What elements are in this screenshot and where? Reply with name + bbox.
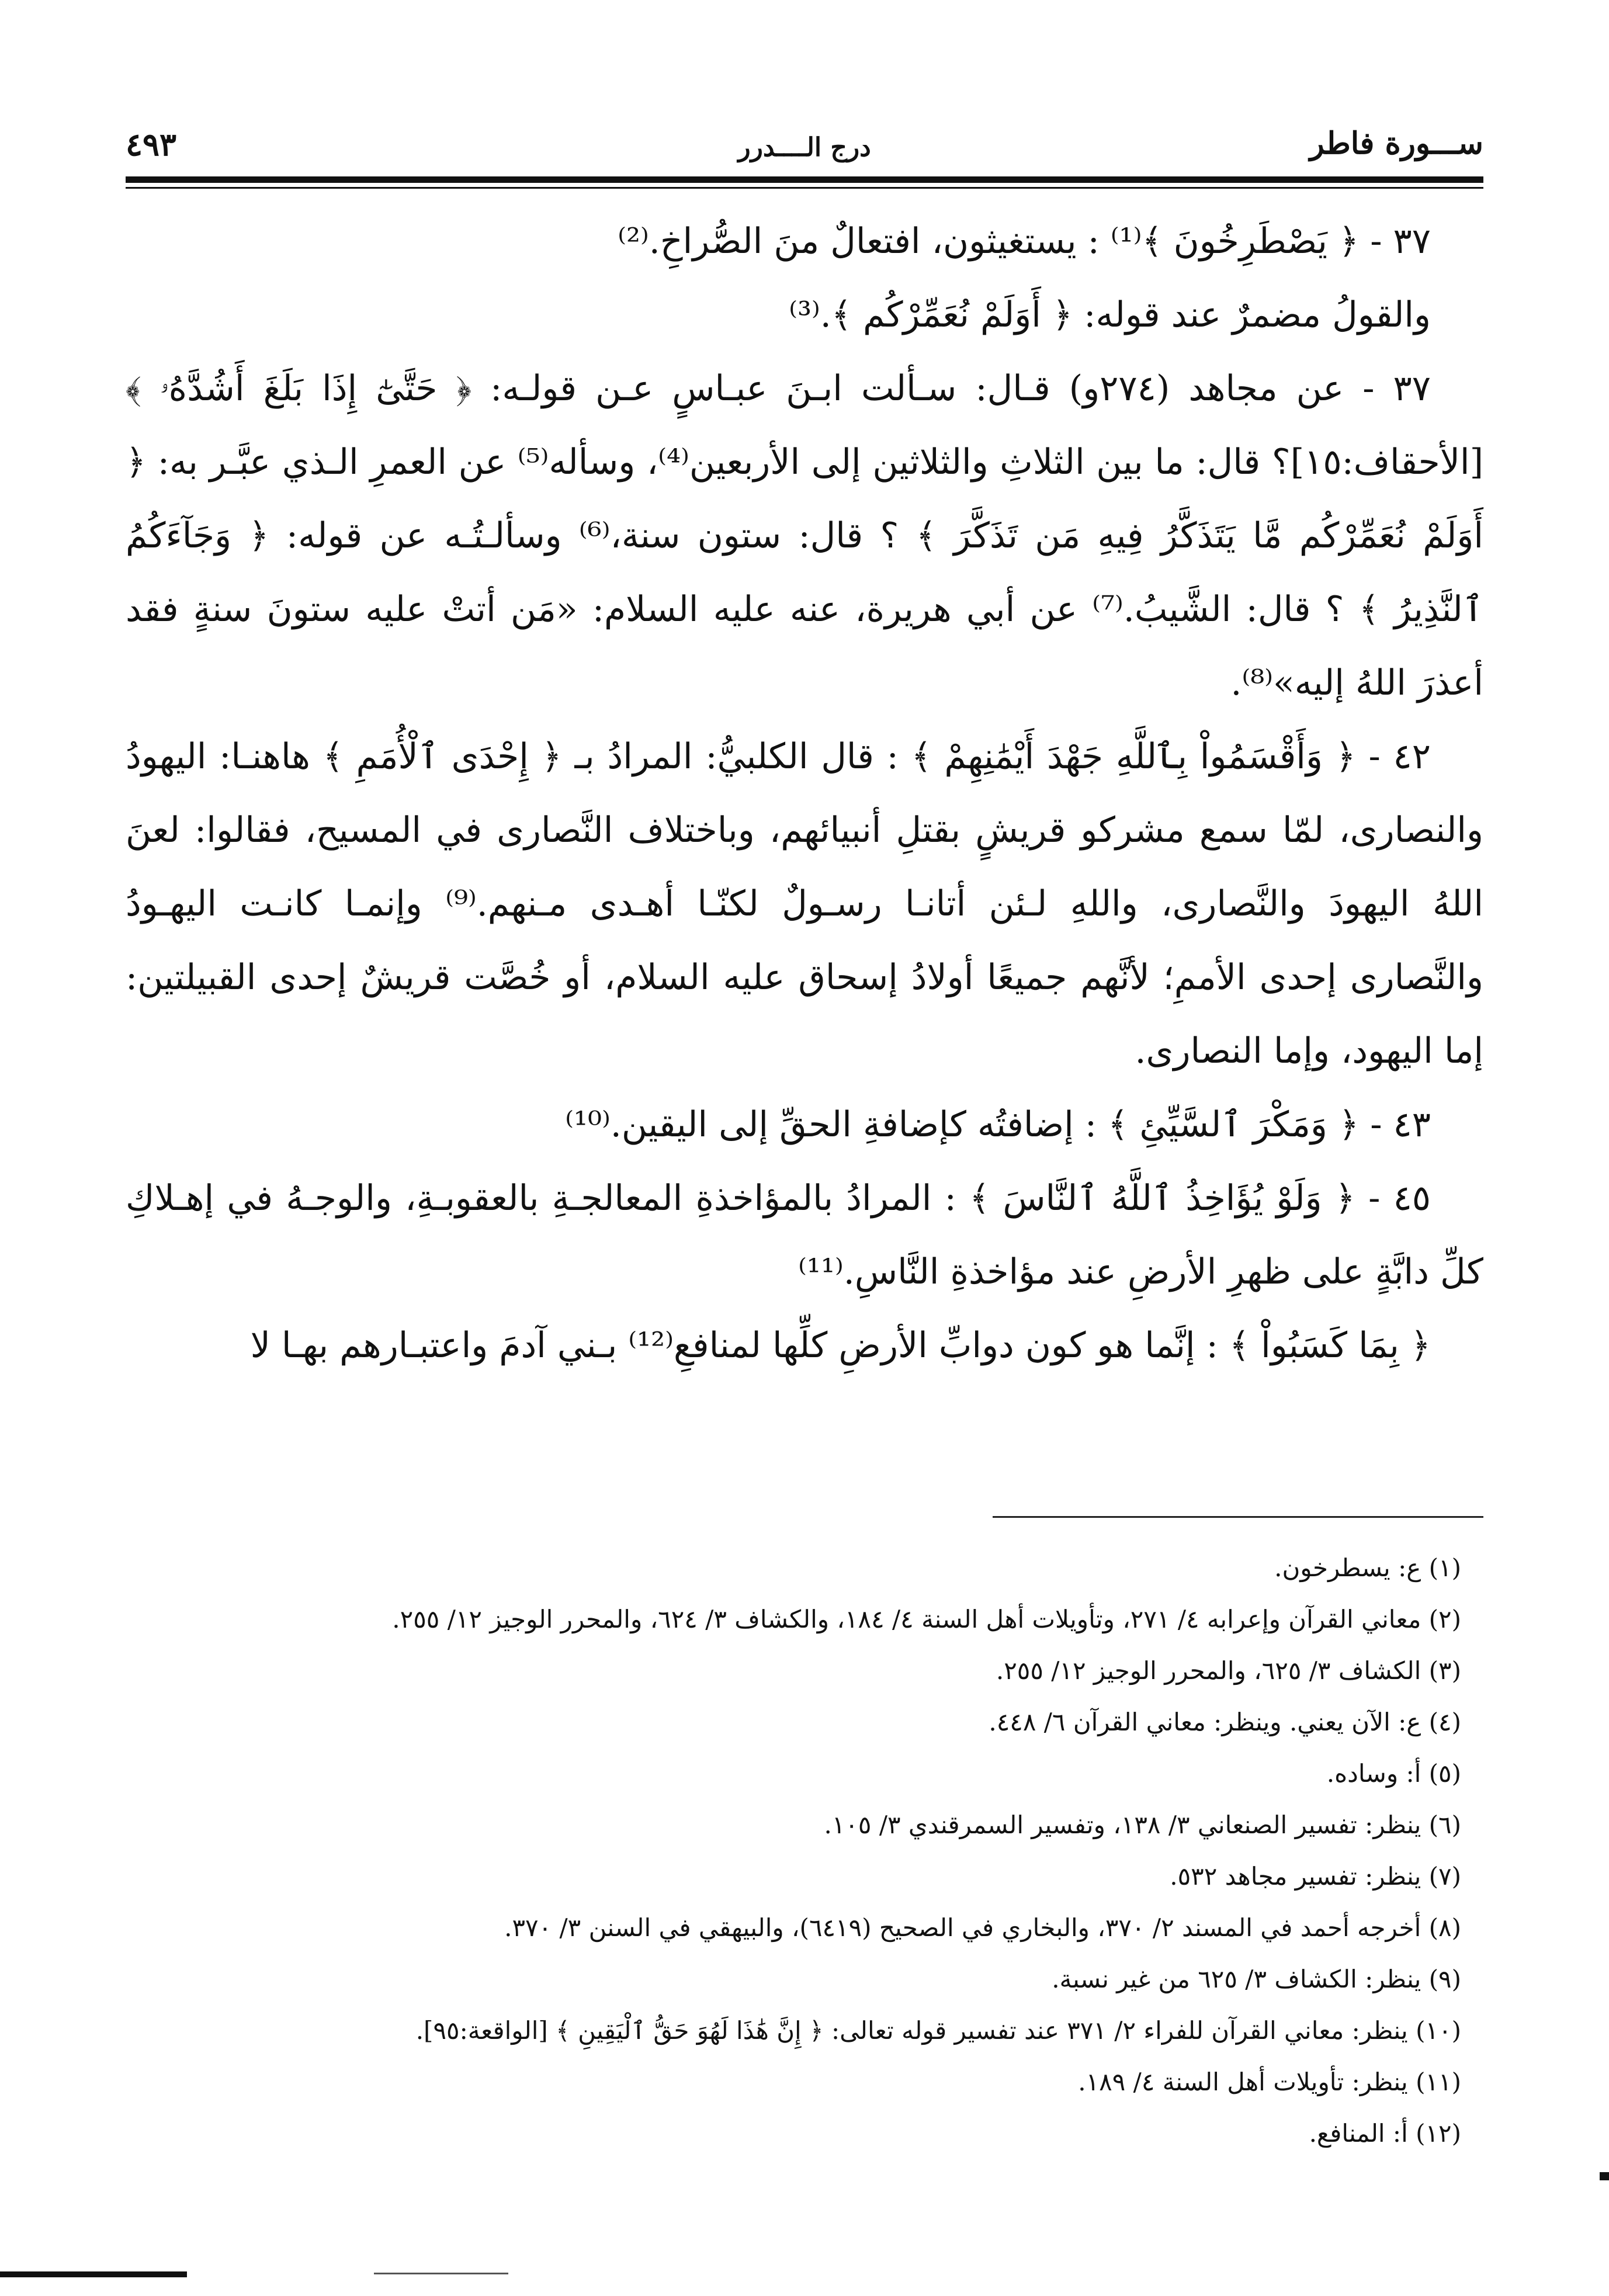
footnote: (١١) ينظر: تأويلات أهل السنة ٤/ ١٨٩. (1078, 2068, 1461, 2096)
paragraph: ٣٧ - ﴿ يَصْطَرِخُونَ ﴾⁽¹⁾ : يستغيثون، افتعالٌ منَ الصُّراخِ.⁽²⁾ (618, 221, 1431, 262)
footnote: (٧) ينظر: تفسير مجاهد ٥٣٢. (1170, 1862, 1461, 1891)
paragraph: ٤٥ - ﴿ وَلَوْ يُؤَاخِذُ ٱللَّهُ ٱلنَّاسَ ﴾ : المرادُ بالمؤاخذةِ المعالجـةِ بالعقوبـةِ، والوجـهُ في إهـلاكِ كلِّ دابَّةٍ على ظهرِ الأرضِ عند مؤاخذةِ النَّاسِ.⁽¹¹⁾ (126, 1178, 1483, 1292)
footnote: (٦) ينظر: تفسير الصنعاني ٣/ ١٣٨، وتفسير السمرقندي ٣/ ١٠٥. (824, 1811, 1461, 1839)
footnote-divider (993, 1516, 1483, 1518)
book-title: درج الــــدرر (738, 133, 871, 162)
scan-edge-mark (1600, 2172, 1609, 2180)
scan-bottom-rule-thin (374, 2273, 508, 2274)
footnote: (١٢) أ: المنافع. (1309, 2119, 1461, 2148)
footnote: (١٠) ينظر: معاني القرآن للفراء ٢/ ٣٧١ عند تفسير قوله تعالى: ﴿ إِنَّ هَٰذَا لَهُوَ حَقُّ ٱلْيَقِينِ ﴾ [الواقعة:٩٥]. (415, 2016, 1461, 2045)
paragraph: والقولُ مضمرٌ عند قوله: ﴿ أَوَلَمْ نُعَمِّرْكُم ﴾.⁽³⁾ (789, 294, 1431, 335)
running-header (126, 126, 1483, 172)
header-rule-thick (126, 176, 1483, 183)
paragraph: ٤٢ - ﴿ وَأَقْسَمُواْ بِٱللَّهِ جَهْدَ أَيْمَٰنِهِمْ ﴾ : قال الكلبيُّ: المرادُ بـ ﴿ إِحْدَى ٱلْأُمَمِ ﴾ هاهنـا: اليهودُ والنصارى، لمّا سمع مشركو قريشٍ بقتلِ أنبيائهم، وباختلاف النَّصارى في المسيح، فقالوا: لعنَ اللهُ اليهودَ والنَّصارى، واللهِ لـئن أتانـا رسـولٌ لكنّـا أهـدى مـنهم.⁽⁹⁾ وإنمـا كانـت اليهـودُ والنَّصارى إحدى الأممِ؛ لأنَّهم جميعًا أولادُ إسحاق عليه السلام، أو خُصَّت قريشٌ إحدى القبيلتين: إما اليهود، وإما النصارى. (126, 736, 1484, 1071)
paragraph: ٣٧ - عن مجاهد (٢٧٤و) قـال: سـألت ابـنَ عبـاسٍ عـن قولـه: ﴿ حَتَّىٰٓ إِذَا بَلَغَ أَشُدَّهُۥ ﴾ [الأحقاف:١٥]؟ قال: ما بين الثلاثِ والثلاثين إلى الأربعين⁽⁴⁾، وسأله⁽⁵⁾ عن العمرِ الـذي عبَّـر به: ﴿ أَوَلَمْ نُعَمِّرْكُم مَّا يَتَذَكَّرُ فِيهِ مَن تَذَكَّرَ ﴾ ؟ قال: ستون سنة،⁽⁶⁾ وسألـتُـه عن قوله: ﴿ وَجَآءَكُمُ ٱلنَّذِيرُ ﴾ ؟ قال: الشَّيبُ.⁽⁷⁾ عن أبي هريرة، عنه عليه السلام: «مَن أتتْ عليه ستونَ سنةٍ فقد أعذرَ اللهُ إليه»⁽⁸⁾. (126, 368, 1483, 703)
header-rule-thin (126, 187, 1483, 189)
footnote: (٥) أ: وساده. (1326, 1759, 1461, 1788)
footnote: (٨) أخرجه أحمد في المسند ٢/ ٣٧٠، والبخاري في الصحيح (٦٤١٩)، والبيهقي في السنن ٣/ ٣٧٠. (504, 1913, 1461, 1942)
paragraph: ٤٣ - ﴿ وَمَكْرَ ٱلسَّيِّئِ ﴾ : إضافتُه كإضافةِ الحقِّ إلى اليقين.⁽¹⁰⁾ (565, 1104, 1431, 1145)
footnote: (٩) ينظر: الكشاف ٣/ ٦٢٥ من غير نسبة. (1052, 1965, 1461, 1993)
sura-title: ســـورة فاطر (1309, 126, 1483, 161)
page-number: ٤٩٣ (126, 126, 177, 163)
footnote: (١) ع: يسطرخون. (1274, 1553, 1461, 1582)
scan-bottom-rule (0, 2271, 187, 2277)
footnote: (٤) ع: الآن يعني. وينظر: معاني القرآن ٦/ ٤٤٨. (989, 1708, 1461, 1736)
footnote: (٣) الكشاف ٣/ ٦٢٥، والمحرر الوجيز ١٢/ ٢٥٥. (996, 1656, 1461, 1685)
paragraph: ﴿ بِمَا كَسَبُواْ ﴾ : إنَّما هو كون دوابِّ الأرضِ كلِّها لمنافعِ⁽¹²⁾ بـني آدمَ واعتبـارهم بهـا لا (250, 1325, 1431, 1366)
footnotes (126, 1542, 1483, 2159)
main-text (126, 204, 1483, 1382)
footnote: (٢) معاني القرآن وإعرابه ٤/ ٢٧١، وتأويلات أهل السنة ٤/ ١٨٤، والكشاف ٣/ ٦٢٤، والمحرر الوجيز ١٢/ ٢٥٥. (392, 1605, 1461, 1633)
